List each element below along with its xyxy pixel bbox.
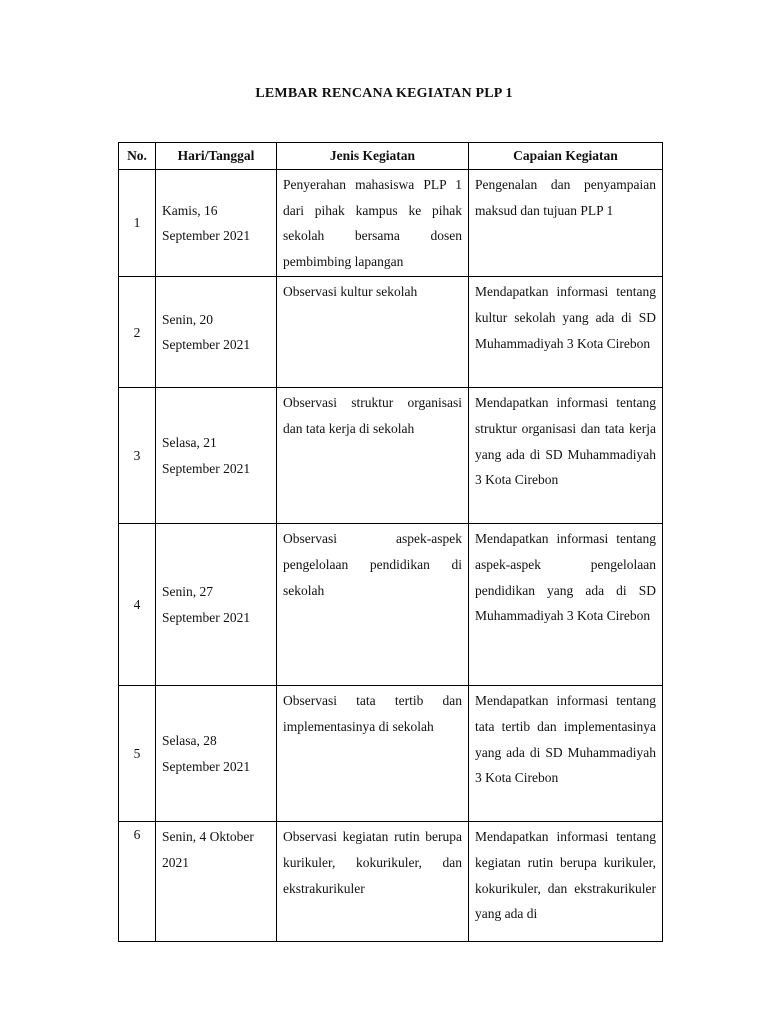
row-activity: Observasi aspek-aspek pengelolaan pendidikan di sekolah [277,524,469,686]
row-day: Senin, 4 Oktober 2021 [156,822,277,942]
table-row [119,686,663,822]
header-result: Capaian Kegiatan [469,143,663,170]
row-result: Mendapatkan informasi tentang aspek-aspek pengelolaan pendidikan yang ada di SD Muhammadiyah 3 Kota Cirebon [469,524,663,686]
row-result: Mendapatkan informasi tentang kultur sekolah yang ada di SD Muhammadiyah 3 Kota Cirebon [469,277,663,388]
row-result: Mendapatkan informasi tentang kegiatan rutin berupa kurikuler, kokurikuler, dan ekstrakurikuler yang ada di [469,822,663,942]
row-result: Pengenalan dan penyampaian maksud dan tujuan PLP 1 [469,170,663,277]
table-row [119,822,663,942]
row-result: Mendapatkan informasi tentang struktur organisasi dan tata kerja yang ada di SD Muhammadiyah 3 Kota Cirebon [469,388,663,524]
row-number: 3 [119,388,156,524]
row-activity: Observasi kegiatan rutin berupa kurikuler, kokurikuler, dan ekstrakurikuler [277,822,469,942]
row-number: 5 [119,686,156,822]
page-title: LEMBAR RENCANA KEGIATAN PLP 1 [255,86,513,101]
row-day: Selasa, 21 September 2021 [156,388,277,524]
row-day: Kamis, 16 September 2021 [156,170,277,277]
header-activity: Jenis Kegiatan [277,143,469,170]
header-no: No. [119,143,156,170]
table-row [119,170,663,277]
table-header-row [119,143,663,170]
row-result: Mendapatkan informasi tentang tata tertib dan implementasinya yang ada di SD Muhammadiyah 3 Kota Cirebon [469,686,663,822]
row-number: 1 [119,170,156,277]
activity-plan-table [118,142,663,942]
row-number: 4 [119,524,156,686]
row-activity: Observasi tata tertib dan implementasinya di sekolah [277,686,469,822]
row-day: Senin, 27 September 2021 [156,524,277,686]
row-day: Selasa, 28 September 2021 [156,686,277,822]
row-day: Senin, 20 September 2021 [156,277,277,388]
table-row [119,277,663,388]
row-number: 2 [119,277,156,388]
row-activity: Observasi kultur sekolah [277,277,469,388]
row-number: 6 [119,822,156,942]
row-activity: Penyerahan mahasiswa PLP 1 dari pihak kampus ke pihak sekolah bersama dosen pembimbing lapangan [277,170,469,277]
table-row [119,388,663,524]
header-day: Hari/Tanggal [156,143,277,170]
row-activity: Observasi struktur organisasi dan tata kerja di sekolah [277,388,469,524]
table-row [119,524,663,686]
